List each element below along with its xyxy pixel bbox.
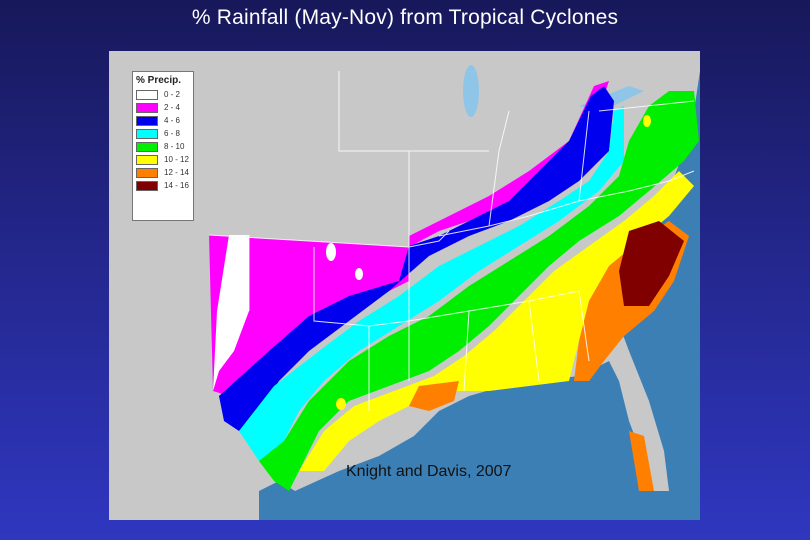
legend-swatch xyxy=(136,129,158,139)
spot-oklahoma-2 xyxy=(355,268,363,280)
spot-oklahoma-1 xyxy=(326,243,336,261)
legend-item xyxy=(136,114,193,127)
legend-label: 6 - 8 xyxy=(164,129,181,138)
legend-title: % Precip. xyxy=(136,75,182,86)
legend-swatch xyxy=(136,103,158,113)
legend-label: 12 - 14 xyxy=(164,168,189,177)
legend-item xyxy=(136,140,193,153)
legend-item xyxy=(136,153,193,166)
legend-label: 10 - 12 xyxy=(164,155,189,164)
legend-swatch xyxy=(136,155,158,165)
legend-label: 0 - 2 xyxy=(164,90,181,99)
map-legend xyxy=(132,71,194,221)
map-canvas xyxy=(109,51,700,520)
legend-swatch xyxy=(136,168,158,178)
slide-title: % Rainfall (May-Nov) from Tropical Cyclones xyxy=(191,6,619,29)
legend-label: 2 - 4 xyxy=(164,103,181,112)
legend-swatch xyxy=(136,90,158,100)
legend-item xyxy=(136,127,193,140)
legend-swatch xyxy=(136,116,158,126)
spot-texas xyxy=(336,398,346,410)
legend-label: 8 - 10 xyxy=(164,142,185,151)
legend-label: 14 - 16 xyxy=(164,181,189,190)
legend-label: 4 - 6 xyxy=(164,116,181,125)
legend-item xyxy=(136,88,193,101)
legend-swatch xyxy=(136,181,158,191)
source-credit: Knight and Davis, 2007 xyxy=(346,463,512,480)
legend-item xyxy=(136,179,193,192)
legend-item xyxy=(136,166,193,179)
legend-swatch xyxy=(136,142,158,152)
rainfall-map xyxy=(109,51,700,520)
legend-item xyxy=(136,101,193,114)
spot-penn xyxy=(643,115,651,127)
lake-michigan xyxy=(463,65,479,117)
